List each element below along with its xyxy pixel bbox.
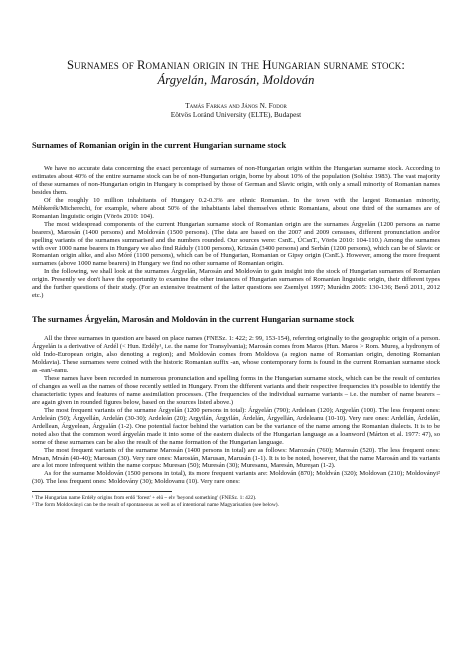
section-2-body <box>32 335 440 486</box>
footnote-1: ¹ The Hungarian name Erdély origins from erdő 'forest' + elü ~ elv 'beyond something' (FNESz. 1: 422). <box>32 495 257 502</box>
title-line-2: Árgyelán, Marosán, Moldován <box>157 72 315 87</box>
footnote-divider <box>32 491 172 492</box>
author-block <box>32 101 440 119</box>
paragraph: These names have been recorded in numerous pronunciation and spelling forms in the Hungarian surname stock, which can be the result of centuries of changes as well as the names of those recently settled in Hungary. From the different variants and their respective frequencies it's possible to identify the characteristic types and features of name assimilation processes. (The frequencies of the individual surname variants – i.e. the number of name bearers – are again given in rounded figures below, based on the sources listed above.) <box>32 374 440 406</box>
section-1-body <box>32 165 440 300</box>
paragraph: All the three surnames in question are based on place names (FNESz. 1: 422; 2: 99, 153-154), referring originally to the geographic origin of a person. Árgyelán is a derivative of Ardél (< Hun. Erdély¹, i.e. the name for Transylvania); Marosán comes from Maros (Hun. Maros > Rom. Mureş, a hydronym of old Indo-European origin, also denoting a region); and Moldován comes from Moldova (a region name of Romanian origin, denoting Romanian Moldavia). These surnames were coined with the historic Romanian suffix -an, whose contemporary form is found in the current Romanian surname stock as -ean/-eanu. <box>32 335 440 375</box>
paragraph: As for the surname Moldován (1500 persons in total), its more frequent variants are: Moldován (870); Moldván (320); Moldovan (210); Moldoványi² (30). The less frequent ones: Moldovány (30); Moldovanu (10). Very rare ones: <box>32 470 440 486</box>
author-names: Tamás Farkas and János N. Fodor <box>185 101 287 110</box>
author-affiliation: Eötvös Loránd University (ELTE), Budapest <box>170 110 302 119</box>
paragraph: The most frequent variants of the surname Árgyelán (1200 persons in total): Árgyelán (790); Ardelean (120); Argyelán (100). The less frequent ones: Ardeleán (50); Árgyellán, Ardelán (30-30); Ardeleán (20); Argyilán, Árgyilán, Árdelán, Árgyellán, Ardeleanu (10-10). Very rare ones: Ardellán, Árdelán, Ardellean, Árgyelean, Árgyalán (1-2). One potential factor behind the variation can be the variance of the name among the Romanian dialects. It is to be noted also that the common word árgyelán made it into some of the eastern dialects of the Hungarian language as a loanword (Márton et al. 1977: 47), so some of these surnames can be also the result of the name formation of the Hungarian language. <box>32 406 440 446</box>
title-line-1: Surnames of Romanian origin in the Hungarian surname stock: <box>67 58 405 72</box>
paragraph: Of the roughly 10 million inhabitants of Hungary 0.2-0.3% are ethnic Romanian. In the town with the largest Romanian minority, Méhkerék/Micherechi, for example, where about 50% of the inhabitants label themselves ethnic Romanians, about one third of the surnames are of Romanian linguistic origin (Vörös 2010: 104). <box>32 196 440 220</box>
section-heading-1: Surnames of Romanian origin in the current Hungarian surname stock <box>32 141 287 150</box>
paragraph: We have no accurate data concerning the exact percentage of surnames of non-Hungarian origin within the Hungarian surname stock. According to estimates about 40% of the entire surname stock can be of non-Hungarian origin, borne by about 10% of the population (Soltész 1983). The vast majority of these surnames of non-Hungarian origin in Hungary is comprised by those of German and Slavic origin, with only a small minority of Romanian names besides them. <box>32 165 440 196</box>
footnote-2: ² The form Moldoványi can be the result of spontaneous as well as of intentional name Magyarisation (see below). <box>32 502 279 509</box>
footnotes <box>32 495 440 509</box>
section-heading-2: The surnames Árgyelán, Marosán and Moldován in the current Hungarian surname stock <box>32 315 355 325</box>
paper-title <box>32 58 440 87</box>
paragraph: The most frequent variants of the surname Marosán (1400 persons in total) are as follows: Marozsán (760); Marosán (520). The less frequent ones: Mrsan, Mrsán (40-40); Marosan (30). Very rare ones: Marosián, Marusan, Marusán (1-1). It is to be noted, however, that the name Marosán and its variants are a lot more infrequent within the name corpus: Muresan (50); Muresán (30); Muresanu, Maresán, Mureşan (1-2). <box>32 446 440 470</box>
paragraph: In the following, we shall look at the surnames Árgyelán, Marosán and Moldován to gain insight into the stock of Hungarian surnames of Romanian origin. Presently we don't have the opportunity to examine the other instances of Hungarian surnames of Romanian linguistic origin, their different types and the further questions of their study. (For an extensive treatment of the latter questions see Zsemlyei 1997; Murádin 2005: 130-136; Benő 2011, 2012 etc.) <box>32 268 440 300</box>
paragraph: The most widespread components of the current Hungarian surname stock of Romanian origin are the surnames Árgyelán (1200 persons as name bearers), Marosán (1400 persons) and Moldován (1500 persons). (The data are based on the 2007 and 2009 censuses, different pronunciation and/or spelling variants of the surnames summarised and the numbers rounded. Our sources were: CsnE., ÚCsnT., Vörös 2010: 104-110.) Among the surnames with over 1000 name bearers in Hungary we also find Ráduly (1100 persons), Krizsán (3400 persons) and Serbán (1200 persons), which can be of Slavic or Romanian origin alike, and also Móré (1100 persons), which can be of Hungarian, Romanian or Gipsy origin (CsnE.). However, among the more frequent surnames (above 1000 name bearers) in Hungary we find no other surname of Romanian origin. <box>32 220 440 268</box>
